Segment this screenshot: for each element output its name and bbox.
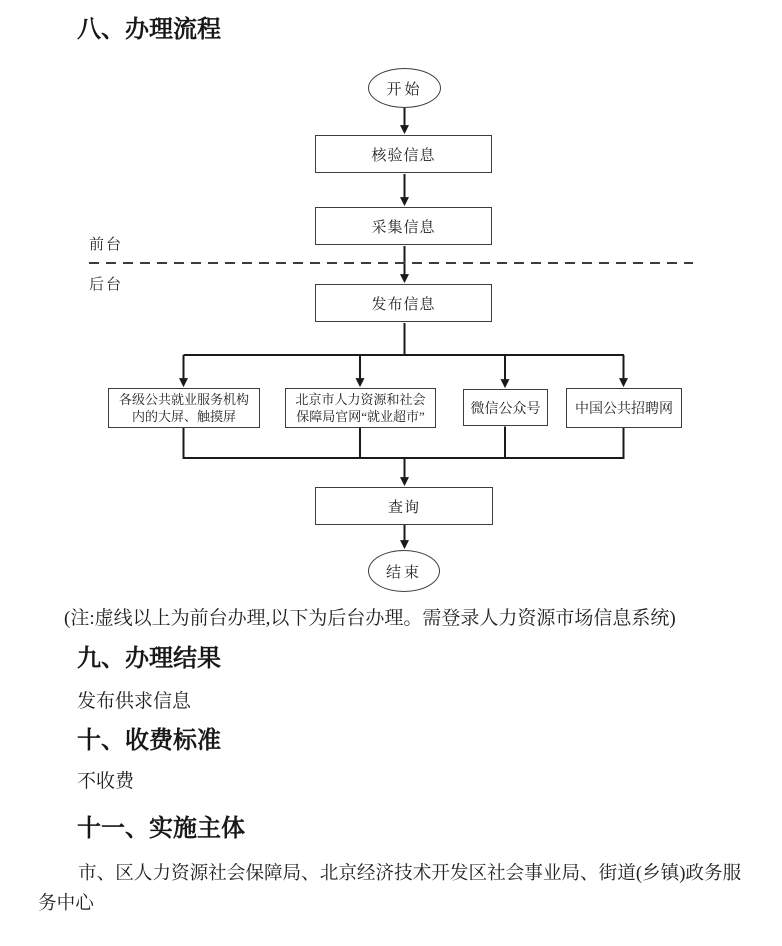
section-body-fee-standard: 不收费: [77, 771, 135, 792]
flowchart-note: (注:虚线以上为前台办理,以下为后台办理。需登录人力资源市场信息系统): [64, 608, 676, 629]
section-heading-process-flow: 八、办理流程: [77, 16, 221, 43]
lane-label-back-office: 后台: [89, 277, 124, 293]
flow-node-channel-china-job-site: 中国公共招聘网: [566, 388, 682, 428]
flow-node-start: 开始: [368, 68, 441, 108]
flow-node-collect-info: 采集信息: [315, 207, 492, 245]
section-body-result: 发布供求信息: [77, 691, 192, 712]
lane-label-front-desk: 前台: [89, 237, 124, 253]
channel1-line2: 内的大屏、触摸屏: [131, 409, 236, 424]
flow-node-channel-hrss-website: [285, 388, 436, 428]
channel2-line1: 北京市人力资源和社会: [295, 392, 426, 407]
flow-node-publish-info: 发布信息: [315, 284, 492, 322]
flow-node-channel-public-service-screens: [108, 388, 260, 428]
section-heading-fee-standard: 十、收费标准: [77, 727, 221, 754]
flow-node-verify-info: 核验信息: [315, 135, 492, 173]
section-body-implementing-body: 市、区人力资源社会保障局、北京经济技术开发区社会事业局、街道(乡镇)政务服务中心: [38, 863, 742, 914]
flow-node-end: 结束: [368, 550, 440, 592]
flow-node-channel-wechat: 微信公众号: [463, 389, 548, 426]
channel1-line1: 各级公共就业服务机构: [118, 392, 249, 407]
channel2-line2: 保障局官网“就业超市”: [296, 409, 425, 424]
section-heading-implementing-body: 十一、实施主体: [77, 815, 245, 842]
section-heading-result: 九、办理结果: [77, 645, 221, 672]
flow-node-query: 查询: [315, 487, 493, 525]
